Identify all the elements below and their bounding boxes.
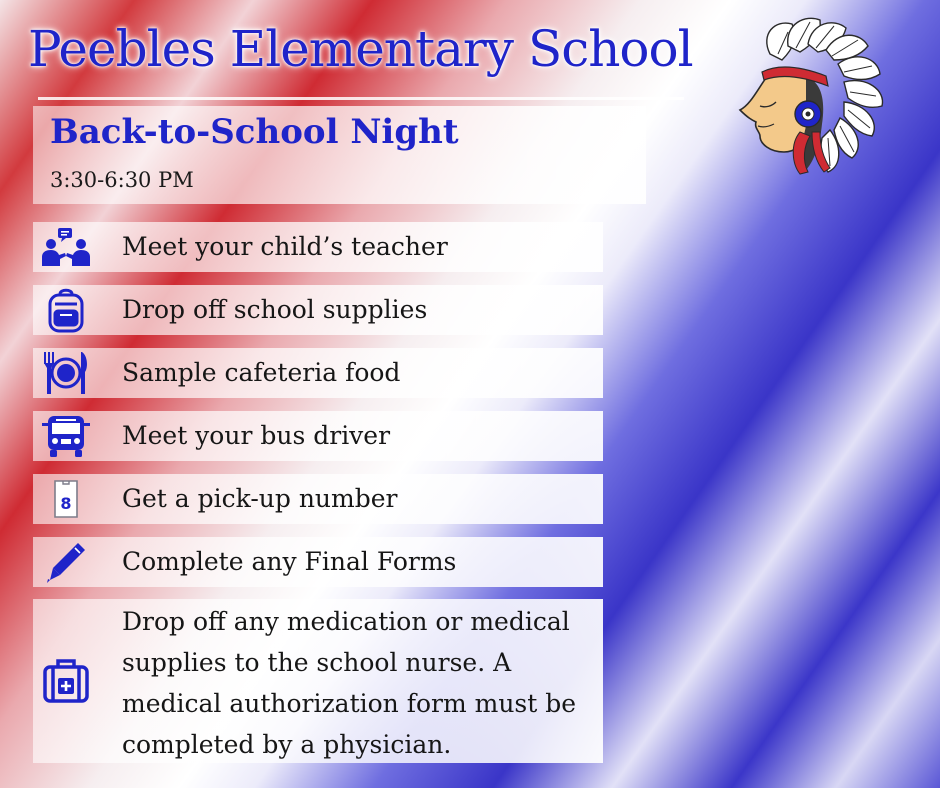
list-item [33,537,603,587]
headdress-mascot-icon [730,14,910,186]
list-item [33,599,603,763]
item-text: Drop off school supplies [122,295,428,324]
list-item [33,285,603,335]
item-text: Drop off any medication or medical supplies to the school nurse. A medical authorization form must be completed by a physician. [122,607,577,759]
plate-utensils-icon [39,348,93,398]
medical-kit-icon [39,656,93,706]
item-text: Meet your child’s teacher [122,232,448,261]
event-time: 3:30-6:30 PM [50,168,194,192]
pen-icon [39,537,93,587]
item-text: Sample cafeteria food [122,358,401,387]
list-item [33,222,603,272]
list-item [33,474,603,524]
event-header [33,106,646,204]
list-item [33,411,603,461]
item-text: Get a pick-up number [122,484,398,513]
item-text: Meet your bus driver [122,421,391,450]
backpack-icon [39,285,93,335]
event-name: Back-to-School Night [50,112,459,152]
people-talking-icon [39,222,93,272]
number-tag-icon [39,474,93,524]
school-bus-icon [39,411,93,461]
title-divider [38,97,684,100]
school-name: Peebles Elementary School [28,20,693,78]
tag-number: 8 [60,494,72,513]
list-item [33,348,603,398]
item-text: Complete any Final Forms [122,547,457,576]
